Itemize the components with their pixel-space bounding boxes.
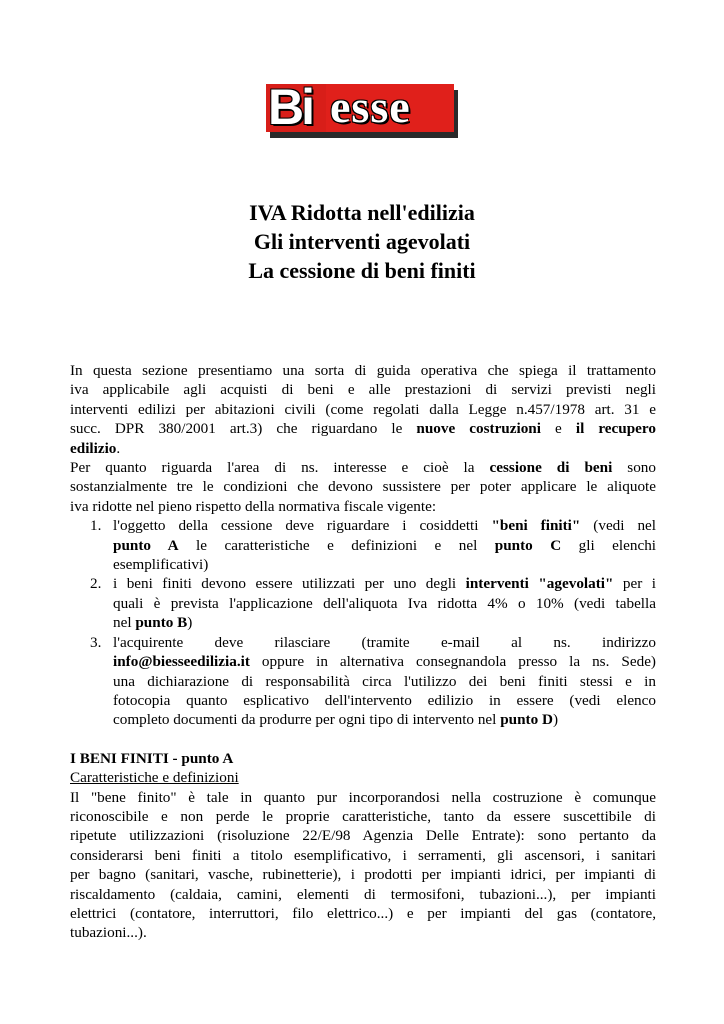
section-line: Il "bene finito" è tale in quanto pur incorporandosi nella costruzione è comunque	[70, 788, 656, 806]
list-item-3: 3. l'acquirente deve rilasciare (tramite e-mail al ns. indirizzo info@biesseedilizia.it oppure in alternativa consegnandola presso la ns. Sede) una dichiarazione di responsabilità circa l'utilizzo dei beni finiti stessi e in fotocopia quanto esplicativo dell'intervento edilizio in essere (vedi elenco completo documenti da produrre per ogni tipo di intervento nel punto D)	[90, 633, 656, 729]
intro-line: edilizio.	[70, 439, 121, 457]
intro-paragraph	[70, 361, 656, 458]
section-line: tubazioni...).	[70, 924, 147, 942]
list-number: 3.	[90, 633, 102, 651]
list-item-1: 1. l'oggetto della cessione deve riguardare i cosiddetti "beni finiti" (vedi nel punto A le caratteristiche e definizioni e nel punto C gli elenchi esemplificativi)	[90, 517, 657, 574]
email-address: info@biesseedilizia.it	[113, 653, 250, 671]
conditions-paragraph	[70, 458, 656, 516]
conditions-list	[70, 516, 656, 729]
intro-line: In questa sezione presentiamo una sorta di guida operativa che spiega il trattamento	[70, 362, 656, 379]
section-line: riscaldamento (caldaia, camini, elementi di termosifoni, tubazioni...), per impianti	[70, 885, 656, 903]
section-a	[70, 749, 656, 943]
document-body	[70, 361, 656, 943]
list-item-2: 2. i beni finiti devono essere utilizzati per uno degli interventi "agevolati" per i quali è prevista l'applicazione dell'aliquota Iva ridotta 4% o 10% (vedi tabella nel punto B)	[90, 575, 656, 632]
section-line: considerarsi beni finiti a titolo esemplificativo, i serramenti, gli ascensori, i sanitari	[70, 846, 656, 864]
section-line: per bagno (sanitari, vasche, rubinetterie), i prodotti per impianti idrici, per impianti di	[70, 866, 656, 884]
intro-line: interventi edilizi per abitazioni civili (come regolati dalla Legge n.457/1978 art. 31 e	[70, 400, 656, 418]
logo-text-esse: esse	[330, 81, 411, 132]
list-number: 2.	[90, 575, 102, 593]
section-heading: I BENI FINITI - punto A	[70, 749, 234, 767]
intro-line: iva applicabile agli acquisti di beni e alle prestazioni di servizi previsti negli	[70, 381, 656, 399]
section-line: ripetute utilizzazioni (risoluzione 22/E/98 Agenzia Delle Entrate): sono pertanto da	[70, 827, 656, 845]
document-title	[70, 198, 654, 285]
logo-text-bi: Bi	[268, 79, 312, 135]
para-line: iva ridotte nel pieno rispetto della normativa fiscale vigente:	[70, 497, 437, 515]
list-number: 1.	[90, 517, 102, 535]
spacer	[70, 730, 656, 749]
title-line-2: Gli interventi agevolati	[253, 229, 471, 254]
section-line: riconoscibile e non perde le proprie caratteristiche, tanto da essere suscettibile di	[70, 807, 656, 825]
title-line-1: IVA Ridotta nell'edilizia	[249, 200, 475, 225]
para-line: sostanzialmente tre le condizioni che devono sussistere per poter applicare le aliquote	[70, 478, 656, 496]
intro-line: succ. DPR 380/2001 art.3) che riguardano le nuove costruzioni e il recupero	[70, 420, 656, 438]
section-subheading: Caratteristiche e definizioni	[70, 769, 239, 787]
biesse-logo	[266, 79, 458, 138]
para-line: Per quanto riguarda l'area di ns. interesse e cioè la cessione di beni sono	[70, 459, 656, 477]
title-line-3: La cessione di beni finiti	[248, 258, 476, 283]
section-line: elettrici (contatore, interruttori, filo elettrico...) e per impianti del gas (contatore,	[70, 904, 656, 922]
